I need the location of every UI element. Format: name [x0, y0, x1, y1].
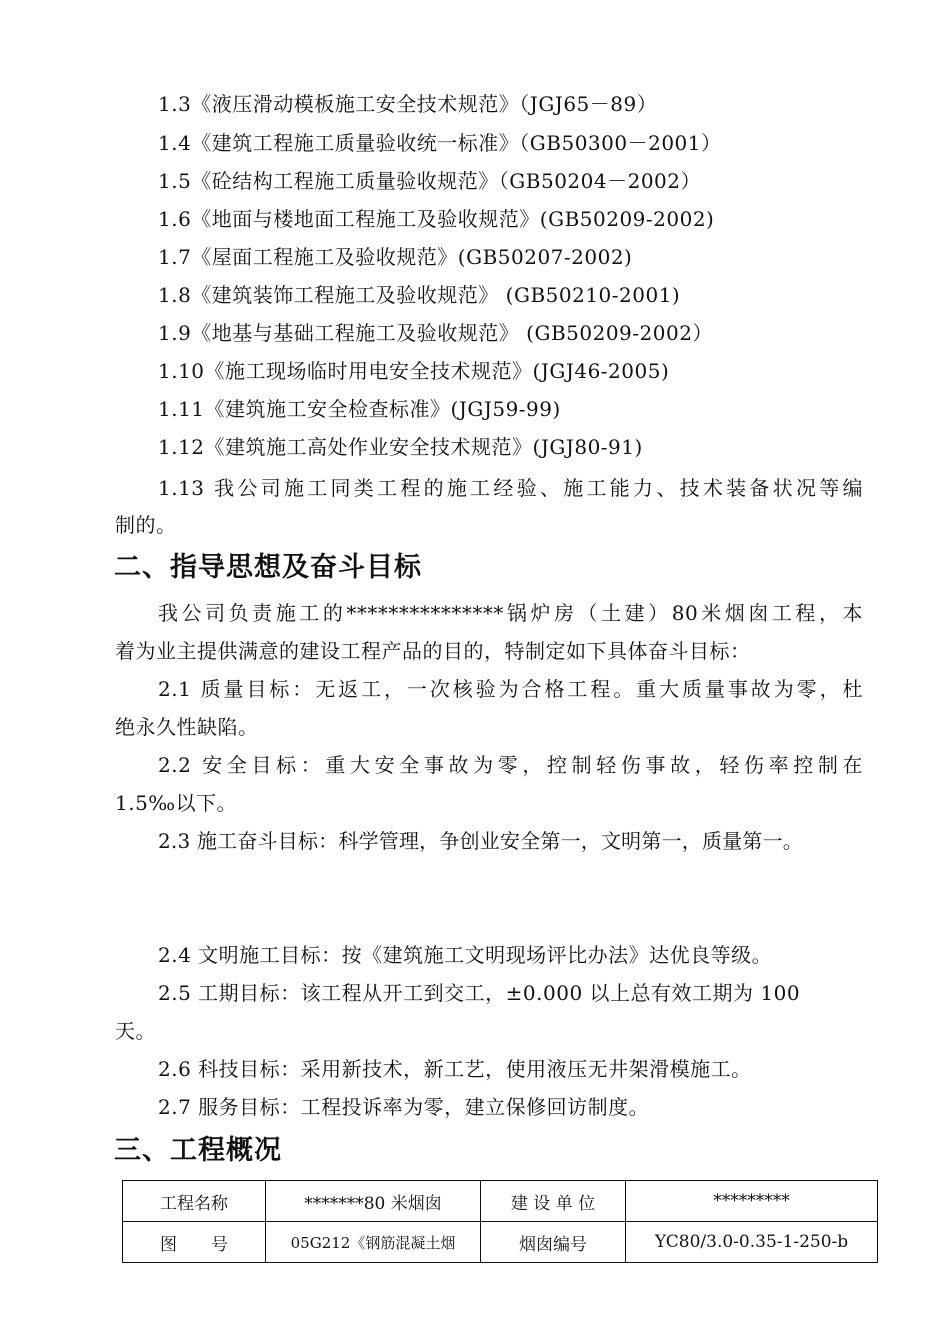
- section-2-intro-line1: 我公司负责施工的***************锅炉房（土建）80米烟囱工程，本: [158, 601, 863, 625]
- table-cell-owner-label: 建 设 单 位: [481, 1181, 626, 1222]
- reference-1-4: 1.4《建筑工程施工质量验收统一标准》（GB50300－2001）: [158, 131, 722, 155]
- reference-1-5: 1.5《砼结构工程施工质量验收规范》（GB50204－2002）: [158, 169, 702, 193]
- goal-2-5-line1: 2.5 工期目标：该工程从开工到交工，±0.000 以上总有效工期为 100: [158, 981, 801, 1005]
- table-row: [123, 1181, 878, 1222]
- goal-2-6: 2.6 科技目标：采用新技术，新工艺，使用液压无井架滑模施工。: [158, 1057, 752, 1081]
- reference-1-7: 1.7《屋面工程施工及验收规范》(GB50207-2002): [158, 245, 633, 269]
- reference-1-9: 1.9《地基与基础工程施工及验收规范》 (GB50209-2002）: [158, 321, 713, 345]
- goal-2-3: 2.3 施工奋斗目标：科学管理，争创业安全第一，文明第一，质量第一。: [158, 829, 803, 853]
- reference-1-8: 1.8《建筑装饰工程施工及验收规范》 (GB50210-2001): [158, 283, 681, 307]
- reference-1-13-line1: 1.13 我公司施工同类工程的施工经验、施工能力、技术装备状况等编: [158, 476, 863, 500]
- goal-2-2-line1: 2.2 安全目标：重大安全事故为零，控制轻伤事故，轻伤率控制在: [158, 753, 863, 777]
- section-2-heading: 二、指导思想及奋斗目标: [114, 552, 422, 583]
- table-cell-project-name-label: 工程名称: [123, 1181, 266, 1222]
- goal-2-7: 2.7 服务目标：工程投诉率为零，建立保修回访制度。: [158, 1095, 650, 1119]
- goal-2-1-line2: 绝永久性缺陷。: [115, 715, 259, 739]
- reference-1-11: 1.11《建筑施工安全检查标准》(JGJ59-99): [158, 397, 561, 421]
- goal-2-1-line1: 2.1 质量目标：无返工，一次核验为合格工程。重大质量事故为零，杜: [158, 677, 863, 701]
- reference-1-13-line2: 制的。: [115, 513, 177, 537]
- goal-2-4: 2.4 文明施工目标：按《建筑施工文明现场评比办法》达优良等级。: [158, 943, 773, 967]
- table-row: [123, 1222, 878, 1263]
- section-2-intro-line2: 着为业主提供满意的建设工程产品的目的，特制定如下具体奋斗目标：: [115, 639, 751, 663]
- reference-1-3: 1.3《液压滑动模板施工安全技术规范》（JGJ65－89）: [158, 92, 658, 116]
- table-cell-drawing-number-value: 05G212《钢筋混凝土烟: [266, 1222, 481, 1263]
- table-cell-chimney-number-value: YC80/3.0-0.35-1-250-b: [626, 1222, 878, 1263]
- table-cell-chimney-number-label: 烟囱编号: [481, 1222, 626, 1263]
- reference-1-12: 1.12《建筑施工高处作业安全技术规范》(JGJ80-91): [158, 435, 643, 459]
- project-overview-table: [122, 1180, 878, 1263]
- reference-1-10: 1.10《施工现场临时用电安全技术规范》(JGJ46-2005): [158, 359, 670, 383]
- goal-2-2-line2: 1.5‰以下。: [115, 791, 238, 815]
- section-3-heading: 三、工程概况: [114, 1135, 282, 1166]
- reference-1-6: 1.6《地面与楼地面工程施工及验收规范》(GB50209-2002): [158, 207, 715, 231]
- goal-2-5-line2: 天。: [115, 1019, 156, 1043]
- table-cell-drawing-number-label: 图 号: [123, 1222, 266, 1263]
- table-cell-owner-value: *********: [626, 1181, 878, 1222]
- table-cell-project-name-value: *******80 米烟囱: [266, 1181, 481, 1222]
